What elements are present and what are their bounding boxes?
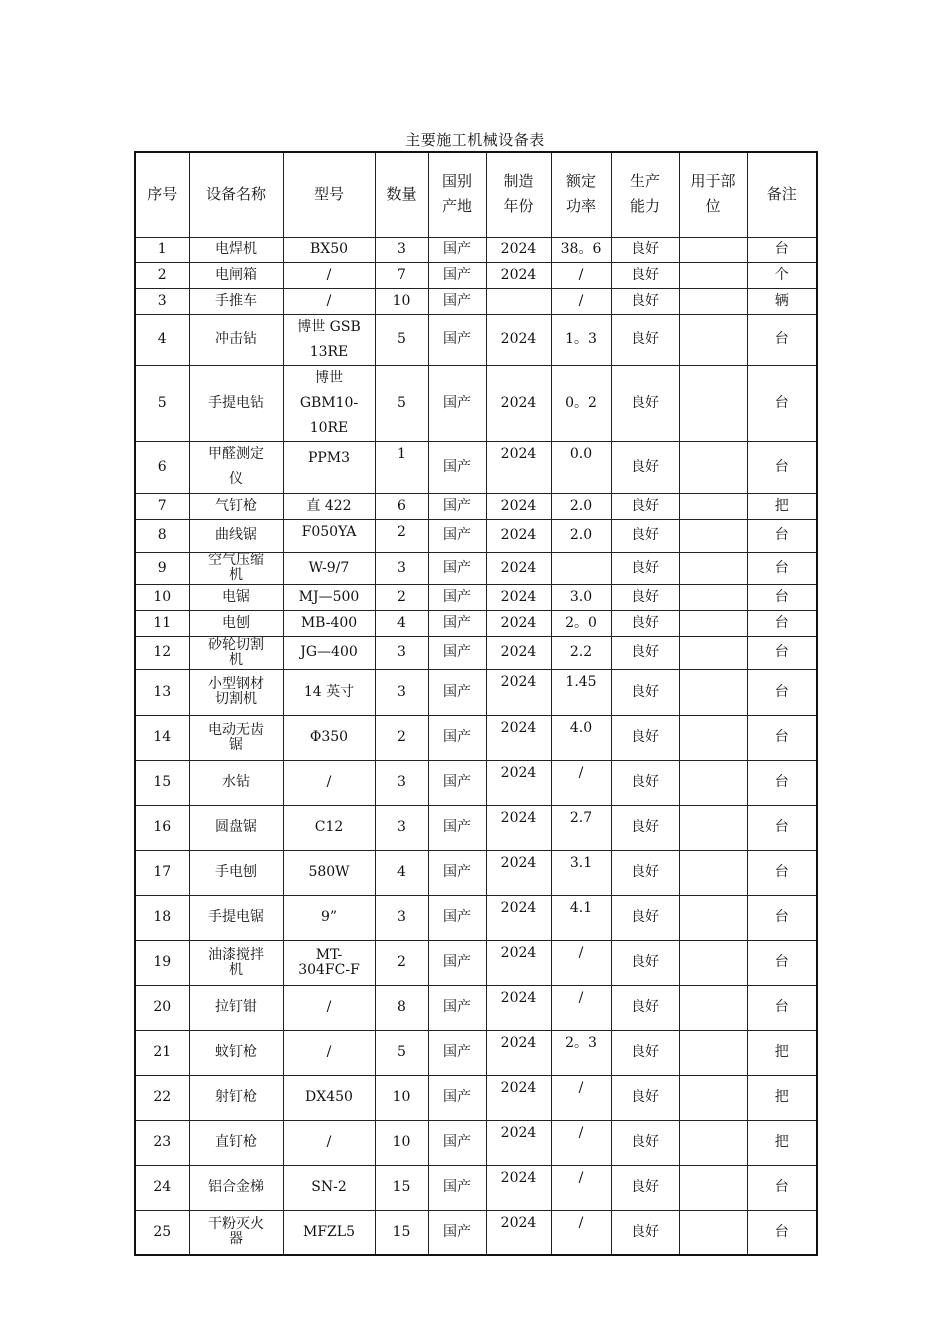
cell-model: W-9/7	[283, 552, 375, 584]
cell-power: /	[551, 262, 611, 288]
cell-year: 2024	[486, 493, 551, 519]
cell-qty: 15	[375, 1165, 428, 1210]
cell-no: 2	[135, 262, 189, 288]
cell-no: 3	[135, 288, 189, 314]
cell-no: 20	[135, 985, 189, 1030]
cell-note: 台	[747, 365, 817, 441]
cell-capacity: 良好	[611, 1210, 679, 1255]
cell-year: 2024	[486, 1165, 551, 1210]
cell-qty: 8	[375, 985, 428, 1030]
cell-origin: 国产	[428, 237, 486, 262]
cell-note: 把	[747, 1030, 817, 1075]
cell-name: 电刨	[189, 610, 283, 636]
cell-usage	[679, 314, 747, 365]
cell-model: F050YA	[283, 519, 375, 552]
cell-year: 2024	[486, 1120, 551, 1165]
table-row	[135, 441, 817, 493]
table-row	[135, 1030, 817, 1075]
cell-qty: 10	[375, 1120, 428, 1165]
table-row	[135, 1075, 817, 1120]
cell-usage	[679, 669, 747, 715]
header-cell-model: 型号	[283, 152, 375, 237]
cell-origin: 国产	[428, 715, 486, 760]
cell-origin: 国产	[428, 314, 486, 365]
cell-origin: 国产	[428, 1030, 486, 1075]
cell-year: 2024	[486, 262, 551, 288]
cell-power: 1.45	[551, 669, 611, 715]
cell-capacity: 良好	[611, 552, 679, 584]
cell-power: /	[551, 940, 611, 985]
cell-power: 2.0	[551, 519, 611, 552]
cell-note: 台	[747, 610, 817, 636]
cell-note: 台	[747, 895, 817, 940]
cell-model: /	[283, 985, 375, 1030]
cell-origin: 国产	[428, 493, 486, 519]
cell-name: 气钉枪	[189, 493, 283, 519]
cell-year: 2024	[486, 1030, 551, 1075]
cell-qty: 5	[375, 365, 428, 441]
header-cell-qty: 数量	[375, 152, 428, 237]
cell-name: 手提电钻	[189, 365, 283, 441]
cell-year: 2024	[486, 895, 551, 940]
cell-usage	[679, 1210, 747, 1255]
cell-model: MJ—500	[283, 584, 375, 610]
cell-qty: 10	[375, 288, 428, 314]
cell-year	[486, 288, 551, 314]
cell-year: 2024	[486, 636, 551, 669]
cell-model: 9”	[283, 895, 375, 940]
cell-usage	[679, 1120, 747, 1165]
cell-usage	[679, 262, 747, 288]
cell-power: 3.0	[551, 584, 611, 610]
cell-qty: 3	[375, 669, 428, 715]
cell-note: 台	[747, 441, 817, 493]
cell-qty: 2	[375, 940, 428, 985]
cell-note: 台	[747, 1165, 817, 1210]
cell-origin: 国产	[428, 850, 486, 895]
cell-no: 8	[135, 519, 189, 552]
cell-name: 直钉枪	[189, 1120, 283, 1165]
cell-capacity: 良好	[611, 1075, 679, 1120]
cell-note: 台	[747, 519, 817, 552]
cell-qty: 3	[375, 805, 428, 850]
cell-qty: 4	[375, 610, 428, 636]
cell-name: 电动无齿 锯	[189, 715, 283, 760]
cell-qty: 2	[375, 519, 428, 552]
cell-usage	[679, 940, 747, 985]
cell-note: 把	[747, 493, 817, 519]
table-row	[135, 262, 817, 288]
cell-origin: 国产	[428, 365, 486, 441]
cell-capacity: 良好	[611, 1030, 679, 1075]
cell-usage	[679, 805, 747, 850]
cell-capacity: 良好	[611, 636, 679, 669]
equipment-table	[134, 151, 818, 1256]
cell-no: 1	[135, 237, 189, 262]
cell-power: /	[551, 985, 611, 1030]
cell-model: 博世 GBM10- 10RE	[283, 365, 375, 441]
header-cell-origin: 国别 产地	[428, 152, 486, 237]
cell-usage	[679, 715, 747, 760]
cell-no: 17	[135, 850, 189, 895]
cell-capacity: 良好	[611, 1120, 679, 1165]
cell-name: 冲击钻	[189, 314, 283, 365]
cell-usage	[679, 552, 747, 584]
cell-no: 18	[135, 895, 189, 940]
cell-qty: 2	[375, 584, 428, 610]
cell-power: 2.2	[551, 636, 611, 669]
cell-capacity: 良好	[611, 760, 679, 805]
cell-note: 把	[747, 1120, 817, 1165]
cell-name: 拉钉钳	[189, 985, 283, 1030]
cell-origin: 国产	[428, 805, 486, 850]
table-row	[135, 805, 817, 850]
table-row	[135, 850, 817, 895]
cell-usage	[679, 895, 747, 940]
cell-usage	[679, 519, 747, 552]
cell-power: /	[551, 1075, 611, 1120]
cell-model: /	[283, 1120, 375, 1165]
cell-no: 7	[135, 493, 189, 519]
cell-power: /	[551, 1120, 611, 1165]
header-cell-name: 设备名称	[189, 152, 283, 237]
table-row	[135, 636, 817, 669]
cell-usage	[679, 636, 747, 669]
cell-qty: 7	[375, 262, 428, 288]
cell-origin: 国产	[428, 895, 486, 940]
page-title: 主要施工机械设备表	[405, 131, 545, 149]
cell-power: 2.0	[551, 493, 611, 519]
cell-year: 2024	[486, 314, 551, 365]
table-row	[135, 715, 817, 760]
cell-no: 15	[135, 760, 189, 805]
header-cell-power: 额定 功率	[551, 152, 611, 237]
table-row	[135, 1165, 817, 1210]
table-row	[135, 519, 817, 552]
cell-name: 空气压缩 机	[189, 552, 283, 584]
cell-name: 砂轮切割 机	[189, 636, 283, 669]
cell-origin: 国产	[428, 519, 486, 552]
cell-year: 2024	[486, 760, 551, 805]
cell-capacity: 良好	[611, 288, 679, 314]
cell-power: /	[551, 1165, 611, 1210]
cell-power: 4.0	[551, 715, 611, 760]
cell-note: 台	[747, 669, 817, 715]
cell-qty: 3	[375, 237, 428, 262]
cell-usage	[679, 237, 747, 262]
cell-name: 曲线锯	[189, 519, 283, 552]
cell-origin: 国产	[428, 636, 486, 669]
cell-note: 台	[747, 985, 817, 1030]
cell-usage	[679, 610, 747, 636]
cell-note: 台	[747, 552, 817, 584]
cell-power: 4.1	[551, 895, 611, 940]
table-row	[135, 314, 817, 365]
cell-power: 3.1	[551, 850, 611, 895]
cell-no: 14	[135, 715, 189, 760]
header-cell-note: 备注	[747, 152, 817, 237]
cell-origin: 国产	[428, 552, 486, 584]
cell-usage	[679, 1075, 747, 1120]
cell-capacity: 良好	[611, 895, 679, 940]
cell-origin: 国产	[428, 262, 486, 288]
cell-qty: 5	[375, 314, 428, 365]
cell-power: 2。0	[551, 610, 611, 636]
cell-name: 小型钢材 切割机	[189, 669, 283, 715]
table-row	[135, 1210, 817, 1255]
cell-model: /	[283, 288, 375, 314]
table-row	[135, 895, 817, 940]
cell-model: C12	[283, 805, 375, 850]
cell-name: 水钻	[189, 760, 283, 805]
cell-usage	[679, 985, 747, 1030]
cell-no: 13	[135, 669, 189, 715]
cell-origin: 国产	[428, 441, 486, 493]
equipment-table-body	[135, 152, 817, 1255]
cell-note: 台	[747, 636, 817, 669]
cell-year: 2024	[486, 850, 551, 895]
cell-capacity: 良好	[611, 850, 679, 895]
cell-origin: 国产	[428, 1075, 486, 1120]
cell-no: 12	[135, 636, 189, 669]
cell-year: 2024	[486, 237, 551, 262]
cell-qty: 5	[375, 1030, 428, 1075]
cell-note: 台	[747, 850, 817, 895]
cell-power: 0.0	[551, 441, 611, 493]
cell-capacity: 良好	[611, 365, 679, 441]
cell-power: /	[551, 288, 611, 314]
cell-year: 2024	[486, 940, 551, 985]
cell-qty: 3	[375, 895, 428, 940]
cell-model: Φ350	[283, 715, 375, 760]
cell-note: 个	[747, 262, 817, 288]
cell-origin: 国产	[428, 1165, 486, 1210]
cell-capacity: 良好	[611, 940, 679, 985]
cell-origin: 国产	[428, 610, 486, 636]
cell-power: 38。6	[551, 237, 611, 262]
table-row	[135, 1120, 817, 1165]
cell-note: 台	[747, 760, 817, 805]
cell-no: 16	[135, 805, 189, 850]
cell-power: 1。3	[551, 314, 611, 365]
cell-power: /	[551, 1210, 611, 1255]
cell-model: PPM3	[283, 441, 375, 493]
cell-model: JG—400	[283, 636, 375, 669]
cell-power: 0。2	[551, 365, 611, 441]
cell-no: 4	[135, 314, 189, 365]
cell-note: 台	[747, 805, 817, 850]
cell-usage	[679, 1030, 747, 1075]
cell-usage	[679, 441, 747, 493]
cell-name: 蚊钉枪	[189, 1030, 283, 1075]
header-cell-capacity: 生产 能力	[611, 152, 679, 237]
cell-qty: 3	[375, 636, 428, 669]
cell-capacity: 良好	[611, 314, 679, 365]
cell-no: 22	[135, 1075, 189, 1120]
cell-name: 手电刨	[189, 850, 283, 895]
cell-name: 干粉灭火 器	[189, 1210, 283, 1255]
cell-no: 9	[135, 552, 189, 584]
cell-model: 博世 GSB 13RE	[283, 314, 375, 365]
cell-qty: 10	[375, 1075, 428, 1120]
table-row	[135, 610, 817, 636]
cell-power	[551, 552, 611, 584]
cell-no: 6	[135, 441, 189, 493]
cell-year: 2024	[486, 365, 551, 441]
cell-capacity: 良好	[611, 237, 679, 262]
cell-note: 台	[747, 584, 817, 610]
cell-qty: 3	[375, 760, 428, 805]
table-row	[135, 493, 817, 519]
cell-year: 2024	[486, 1075, 551, 1120]
cell-origin: 国产	[428, 584, 486, 610]
cell-usage	[679, 288, 747, 314]
cell-capacity: 良好	[611, 441, 679, 493]
cell-usage	[679, 584, 747, 610]
cell-name: 电闸箱	[189, 262, 283, 288]
header-cell-no: 序号	[135, 152, 189, 237]
cell-capacity: 良好	[611, 669, 679, 715]
cell-model: SN-2	[283, 1165, 375, 1210]
cell-note: 台	[747, 314, 817, 365]
cell-no: 21	[135, 1030, 189, 1075]
cell-model: /	[283, 262, 375, 288]
cell-name: 射钉枪	[189, 1075, 283, 1120]
cell-model: 580W	[283, 850, 375, 895]
cell-model: /	[283, 760, 375, 805]
cell-origin: 国产	[428, 940, 486, 985]
cell-year: 2024	[486, 610, 551, 636]
cell-no: 11	[135, 610, 189, 636]
cell-year: 2024	[486, 552, 551, 584]
table-row	[135, 365, 817, 441]
cell-origin: 国产	[428, 1210, 486, 1255]
cell-capacity: 良好	[611, 519, 679, 552]
cell-year: 2024	[486, 715, 551, 760]
cell-capacity: 良好	[611, 715, 679, 760]
cell-no: 24	[135, 1165, 189, 1210]
cell-name: 手推车	[189, 288, 283, 314]
cell-capacity: 良好	[611, 493, 679, 519]
cell-power: 2.7	[551, 805, 611, 850]
cell-name: 手提电锯	[189, 895, 283, 940]
cell-model: MB-400	[283, 610, 375, 636]
cell-name: 电焊机	[189, 237, 283, 262]
cell-no: 25	[135, 1210, 189, 1255]
table-row	[135, 288, 817, 314]
cell-capacity: 良好	[611, 610, 679, 636]
cell-name: 铝合金梯	[189, 1165, 283, 1210]
cell-capacity: 良好	[611, 584, 679, 610]
cell-model: /	[283, 1030, 375, 1075]
cell-qty: 6	[375, 493, 428, 519]
header-cell-usage: 用于部 位	[679, 152, 747, 237]
table-row	[135, 760, 817, 805]
cell-qty: 1	[375, 441, 428, 493]
cell-model: DX450	[283, 1075, 375, 1120]
cell-model: MFZL5	[283, 1210, 375, 1255]
cell-note: 台	[747, 715, 817, 760]
cell-model: BX50	[283, 237, 375, 262]
cell-model: MT- 304FC-F	[283, 940, 375, 985]
cell-note: 把	[747, 1075, 817, 1120]
cell-qty: 2	[375, 715, 428, 760]
cell-qty: 4	[375, 850, 428, 895]
table-row	[135, 552, 817, 584]
cell-origin: 国产	[428, 985, 486, 1030]
header-cell-year: 制造 年份	[486, 152, 551, 237]
cell-name: 圆盘锯	[189, 805, 283, 850]
cell-model: 14 英寸	[283, 669, 375, 715]
header-row	[135, 152, 817, 237]
cell-model: 直 422	[283, 493, 375, 519]
cell-no: 5	[135, 365, 189, 441]
cell-year: 2024	[486, 669, 551, 715]
cell-origin: 国产	[428, 288, 486, 314]
cell-origin: 国产	[428, 760, 486, 805]
table-row	[135, 669, 817, 715]
cell-capacity: 良好	[611, 1165, 679, 1210]
cell-no: 10	[135, 584, 189, 610]
cell-year: 2024	[486, 519, 551, 552]
table-row	[135, 940, 817, 985]
cell-usage	[679, 850, 747, 895]
cell-origin: 国产	[428, 1120, 486, 1165]
cell-usage	[679, 760, 747, 805]
table-row	[135, 237, 817, 262]
cell-no: 23	[135, 1120, 189, 1165]
cell-usage	[679, 365, 747, 441]
cell-origin: 国产	[428, 669, 486, 715]
cell-year: 2024	[486, 1210, 551, 1255]
cell-qty: 3	[375, 552, 428, 584]
cell-year: 2024	[486, 805, 551, 850]
cell-usage	[679, 1165, 747, 1210]
cell-year: 2024	[486, 441, 551, 493]
table-row	[135, 985, 817, 1030]
cell-year: 2024	[486, 985, 551, 1030]
cell-power: 2。3	[551, 1030, 611, 1075]
cell-qty: 15	[375, 1210, 428, 1255]
cell-note: 台	[747, 940, 817, 985]
cell-capacity: 良好	[611, 985, 679, 1030]
cell-capacity: 良好	[611, 805, 679, 850]
cell-note: 台	[747, 1210, 817, 1255]
cell-name: 甲醛测定 仪	[189, 441, 283, 493]
cell-capacity: 良好	[611, 262, 679, 288]
cell-name: 油漆搅拌 机	[189, 940, 283, 985]
table-row	[135, 584, 817, 610]
cell-no: 19	[135, 940, 189, 985]
cell-name: 电锯	[189, 584, 283, 610]
cell-note: 台	[747, 237, 817, 262]
cell-year: 2024	[486, 584, 551, 610]
cell-note: 辆	[747, 288, 817, 314]
cell-power: /	[551, 760, 611, 805]
cell-usage	[679, 493, 747, 519]
